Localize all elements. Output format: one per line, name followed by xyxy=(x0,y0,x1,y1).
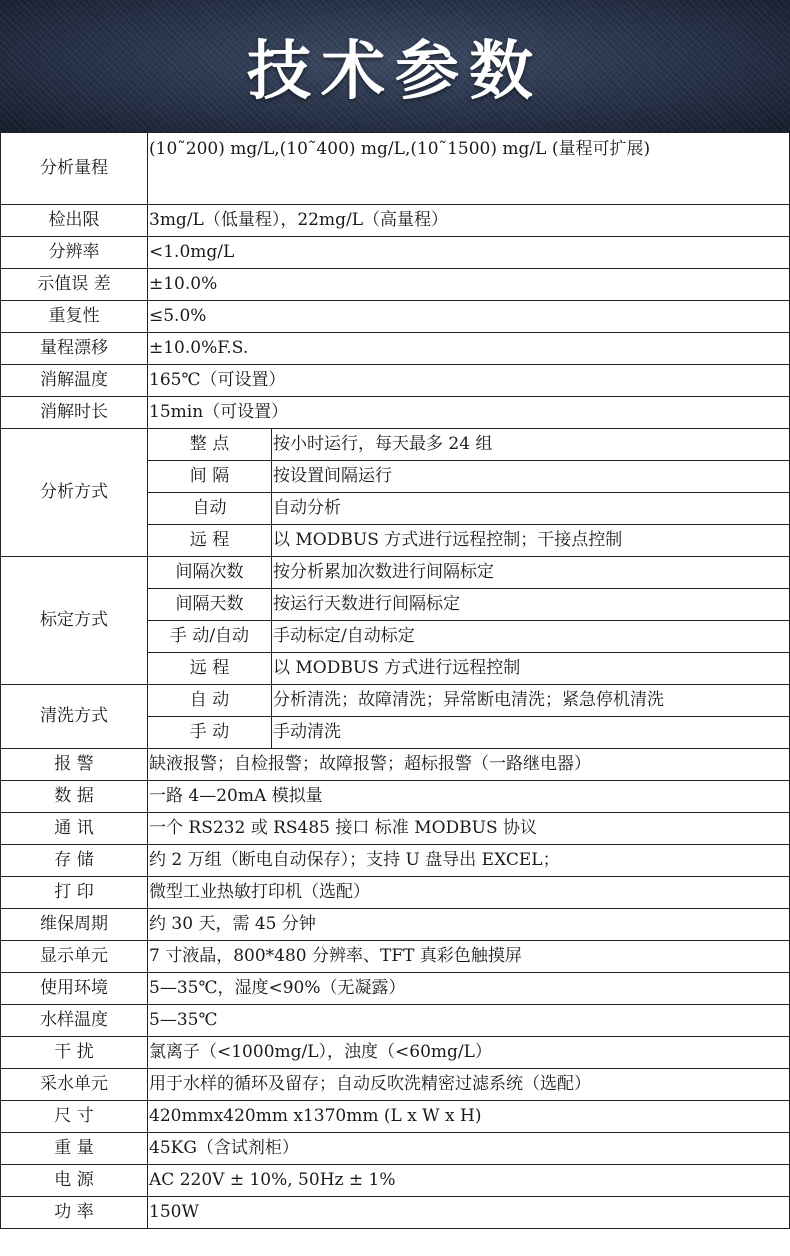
spec-row xyxy=(1,813,790,845)
spec-row xyxy=(1,205,790,237)
spec-sublabel: 手 动 xyxy=(148,717,272,749)
spec-value: 7 寸液晶，800*480 分辨率、TFT 真彩色触摸屏 xyxy=(148,941,790,973)
spec-sublabel: 整 点 xyxy=(148,429,272,461)
spec-value: 约 30 天，需 45 分钟 xyxy=(148,909,790,941)
spec-row xyxy=(1,269,790,301)
spec-label: 清洗方式 xyxy=(1,685,148,749)
spec-value: 微型工业热敏打印机（选配） xyxy=(148,877,790,909)
spec-row xyxy=(1,301,790,333)
spec-value: 用于水样的循环及留存；自动反吹洗精密过滤系统（选配） xyxy=(148,1069,790,1101)
spec-row xyxy=(1,133,790,205)
spec-label: 打 印 xyxy=(1,877,148,909)
spec-value: 3mg/L（低量程），22mg/L（高量程） xyxy=(148,205,790,237)
spec-label: 消解温度 xyxy=(1,365,148,397)
spec-value: (10˜200) mg/L,(10˜400) mg/L,(10˜1500) mg/L (量程可扩展) xyxy=(148,133,790,205)
spec-value: 45KG（含试剂柜） xyxy=(148,1133,790,1165)
spec-row xyxy=(1,749,790,781)
spec-sublabel: 远 程 xyxy=(148,653,272,685)
page-title: 技术参数 xyxy=(247,35,543,109)
spec-value: ±10.0% xyxy=(148,269,790,301)
spec-value: AC 220V ± 10%, 50Hz ± 1% xyxy=(148,1165,790,1197)
spec-value: 15min（可设置） xyxy=(148,397,790,429)
title-banner xyxy=(0,0,790,132)
spec-row xyxy=(1,1165,790,1197)
spec-label: 数 据 xyxy=(1,781,148,813)
spec-value: 5—35℃ xyxy=(148,1005,790,1037)
spec-sublabel: 间隔天数 xyxy=(148,589,272,621)
spec-row xyxy=(1,1133,790,1165)
spec-label: 检出限 xyxy=(1,205,148,237)
spec-value: ±10.0%F.S. xyxy=(148,333,790,365)
spec-value: 按分析累加次数进行间隔标定 xyxy=(272,557,790,589)
spec-label: 示值误 差 xyxy=(1,269,148,301)
spec-label: 量程漂移 xyxy=(1,333,148,365)
spec-label: 电 源 xyxy=(1,1165,148,1197)
spec-row xyxy=(1,973,790,1005)
spec-label: 维保周期 xyxy=(1,909,148,941)
spec-table xyxy=(0,132,790,1229)
spec-value: 一个 RS232 或 RS485 接口 标准 MODBUS 协议 xyxy=(148,813,790,845)
spec-sublabel: 远 程 xyxy=(148,525,272,557)
spec-sublabel: 自动 xyxy=(148,493,272,525)
spec-row xyxy=(1,1037,790,1069)
spec-value: 手动清洗 xyxy=(272,717,790,749)
spec-value: 按小时运行，每天最多 24 组 xyxy=(272,429,790,461)
spec-sublabel: 间 隔 xyxy=(148,461,272,493)
spec-value: 420mmx420mm x1370mm (L x W x H) xyxy=(148,1101,790,1133)
spec-row xyxy=(1,685,790,717)
spec-label: 分析量程 xyxy=(1,133,148,205)
spec-row xyxy=(1,429,790,461)
spec-sublabel: 间隔次数 xyxy=(148,557,272,589)
spec-value: 按设置间隔运行 xyxy=(272,461,790,493)
spec-value: 5—35℃，湿度<90%（无凝露） xyxy=(148,973,790,1005)
spec-value: 手动标定/自动标定 xyxy=(272,621,790,653)
spec-value: ≤5.0% xyxy=(148,301,790,333)
spec-value: 自动分析 xyxy=(272,493,790,525)
spec-label: 消解时长 xyxy=(1,397,148,429)
spec-row xyxy=(1,237,790,269)
spec-value: <1.0mg/L xyxy=(148,237,790,269)
spec-sublabel: 手 动/自动 xyxy=(148,621,272,653)
spec-value: 165℃（可设置） xyxy=(148,365,790,397)
spec-value: 按运行天数进行间隔标定 xyxy=(272,589,790,621)
spec-value: 一路 4—20mA 模拟量 xyxy=(148,781,790,813)
spec-row xyxy=(1,941,790,973)
spec-label: 干 扰 xyxy=(1,1037,148,1069)
spec-row xyxy=(1,1069,790,1101)
spec-label: 报 警 xyxy=(1,749,148,781)
spec-row xyxy=(1,1197,790,1229)
spec-row xyxy=(1,909,790,941)
spec-label: 分析方式 xyxy=(1,429,148,557)
spec-label: 重复性 xyxy=(1,301,148,333)
spec-value: 约 2 万组（断电自动保存）；支持 U 盘导出 EXCEL； xyxy=(148,845,790,877)
spec-label: 水样温度 xyxy=(1,1005,148,1037)
spec-row xyxy=(1,365,790,397)
spec-row xyxy=(1,781,790,813)
spec-label: 通 讯 xyxy=(1,813,148,845)
spec-label: 存 储 xyxy=(1,845,148,877)
spec-row xyxy=(1,877,790,909)
spec-label: 分辨率 xyxy=(1,237,148,269)
spec-label: 重 量 xyxy=(1,1133,148,1165)
spec-label: 尺 寸 xyxy=(1,1101,148,1133)
spec-value: 分析清洗；故障清洗；异常断电清洗；紧急停机清洗 xyxy=(272,685,790,717)
spec-row xyxy=(1,397,790,429)
spec-label: 显示单元 xyxy=(1,941,148,973)
spec-value: 以 MODBUS 方式进行远程控制；干接点控制 xyxy=(272,525,790,557)
spec-value: 缺液报警；自检报警；故障报警；超标报警（一路继电器） xyxy=(148,749,790,781)
spec-value: 150W xyxy=(148,1197,790,1229)
spec-label: 功 率 xyxy=(1,1197,148,1229)
spec-row xyxy=(1,845,790,877)
spec-row xyxy=(1,1101,790,1133)
spec-row xyxy=(1,1005,790,1037)
spec-value: 以 MODBUS 方式进行远程控制 xyxy=(272,653,790,685)
spec-label: 使用环境 xyxy=(1,973,148,1005)
spec-sublabel: 自 动 xyxy=(148,685,272,717)
spec-row xyxy=(1,557,790,589)
spec-label: 采水单元 xyxy=(1,1069,148,1101)
spec-label: 标定方式 xyxy=(1,557,148,685)
spec-row xyxy=(1,333,790,365)
spec-value: 氯离子（<1000mg/L），浊度（<60mg/L） xyxy=(148,1037,790,1069)
